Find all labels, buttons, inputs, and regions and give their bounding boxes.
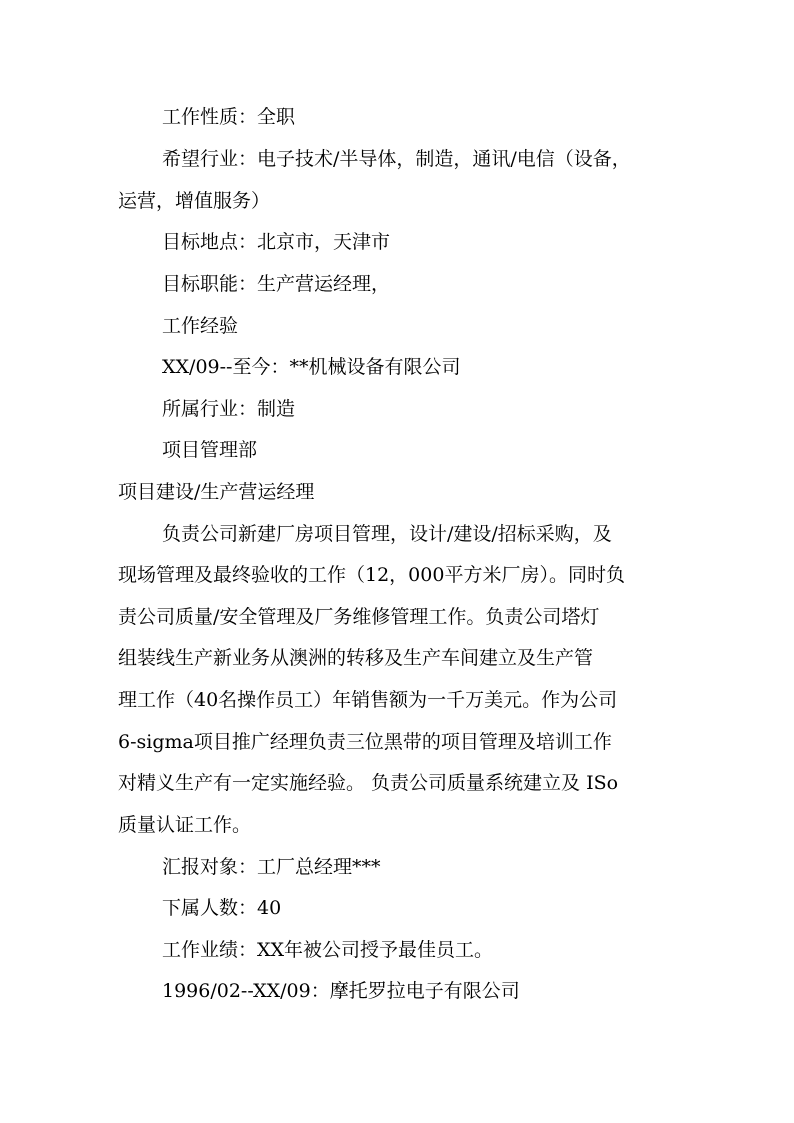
line-job-1-industry: 所属行业：制造 (162, 398, 296, 420)
line-job-2-period: 1996/02--XX/09：摩托罗拉电子有限公司 (162, 980, 520, 1002)
line-job-1-desc-7: 对精义生产有一定实施经验。 负责公司质量系统建立及 ISo (118, 772, 619, 794)
line-job-1-report-to: 汇报对象：工厂总经理*** (162, 856, 381, 878)
line-job-1-title: 项目建设/生产营运经理 (118, 481, 315, 503)
line-target-function: 目标职能：生产营运经理， (162, 273, 391, 295)
line-job-1-desc-1: 负责公司新建厂房项目管理，设计/建设/招标采购，及 (162, 523, 612, 545)
line-job-1-subordinates: 下属人数：40 (162, 897, 282, 919)
line-job-1-desc-2: 现场管理及最终验收的工作（12，000平方米厂房）。同时负 (118, 564, 625, 586)
line-job-1-desc-8: 质量认证工作。 (118, 814, 252, 836)
line-job-1-department: 项目管理部 (162, 439, 258, 461)
line-desired-industry-cont: 运营，增值服务） (118, 190, 271, 212)
line-job-1-period: XX/09--至今：**机械设备有限公司 (162, 356, 461, 378)
line-job-1-desc-3: 责公司质量/安全管理及厂务维修管理工作。负责公司塔灯 (118, 606, 600, 628)
line-job-1-desc-6: 6-sigma项目推广经理负责三位黑带的项目管理及培训工作 (118, 731, 612, 753)
line-job-1-achievement: 工作业绩：XX年被公司授予最佳员工。 (162, 939, 494, 961)
line-job-1-desc-5: 理工作（40名操作员工）年销售额为一千万美元。作为公司 (118, 689, 618, 711)
line-job-type: 工作性质：全职 (162, 106, 296, 128)
section-work-experience: 工作经验 (162, 315, 239, 337)
line-job-1-desc-4: 组装线生产新业务从澳洲的转移及生产车间建立及生产管 (118, 647, 594, 669)
line-desired-industry: 希望行业：电子技术/半导体，制造，通讯/电信（设备， (162, 148, 631, 170)
line-target-location: 目标地点：北京市，天津市 (162, 231, 391, 253)
